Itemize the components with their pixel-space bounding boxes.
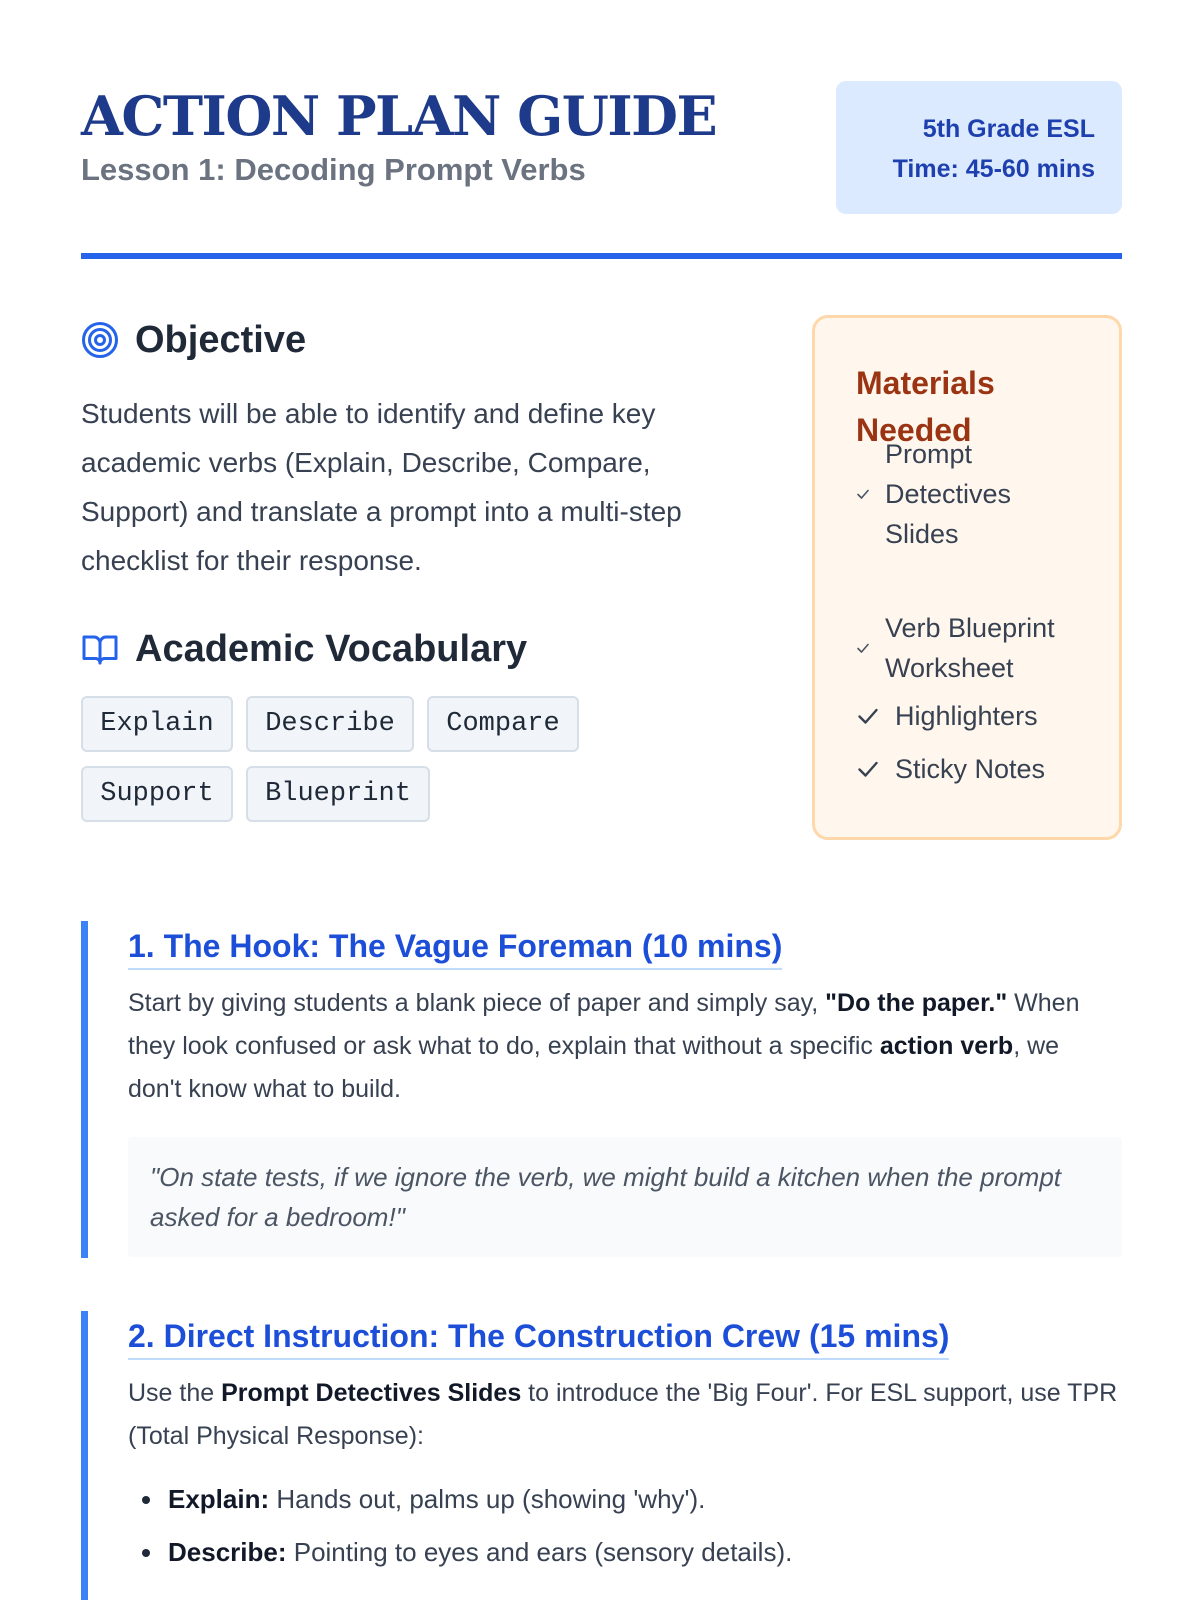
step-quote: "On state tests, if we ignore the verb, we might build a kitchen when the prompt asked for a bedroom!" — [128, 1137, 1122, 1257]
materials-item — [856, 749, 1045, 789]
step-text-part: When they look confused or ask what to do, explain that without a specific — [128, 989, 1080, 1060]
list-item-desc: Hands out, palms up (showing 'why'). — [269, 1484, 706, 1514]
list-item-term: Explain: — [168, 1484, 270, 1514]
header-divider — [81, 253, 1122, 259]
vocab-chip: Compare — [427, 696, 579, 752]
lesson-meta-box — [836, 81, 1122, 214]
list-item-term: Describe: — [168, 1537, 287, 1567]
step-text-bold: Prompt Detectives Slides — [221, 1379, 522, 1407]
vocab-chip: Explain — [81, 696, 233, 752]
step-title: 2. Direct Instruction: The Construction Crew (15 mins) — [128, 1316, 949, 1360]
materials-heading: Materials Needed — [856, 365, 995, 448]
step-text — [128, 982, 1118, 1111]
materials-item — [856, 608, 1085, 688]
book-open-icon — [81, 630, 119, 668]
check-icon — [856, 757, 880, 781]
list-item — [128, 1526, 1118, 1579]
grade-label: 5th Grade ESL — [922, 115, 1095, 143]
header — [81, 0, 1122, 260]
page-subtitle: Lesson 1: Decoding Prompt Verbs — [81, 152, 586, 187]
materials-item-text: Sticky Notes — [895, 754, 1046, 784]
vocabulary-heading-text: Academic Vocabulary — [135, 627, 528, 670]
step-text-part: Use the — [128, 1379, 222, 1407]
action-plan-page — [81, 0, 1122, 1567]
step-text-part: , we don't know what to build. — [128, 1032, 1060, 1103]
tpr-list — [128, 1473, 1118, 1579]
vocab-chip: Support — [81, 766, 233, 822]
check-icon — [856, 487, 870, 501]
target-icon — [81, 321, 119, 359]
step-title: 1. The Hook: The Vague Foreman (10 mins) — [128, 926, 782, 970]
materials-item-text: Prompt Detectives Slides — [885, 439, 1012, 549]
step-text — [128, 1372, 1118, 1458]
check-icon — [856, 704, 880, 728]
vocab-chip: Blueprint — [246, 766, 430, 822]
objective-text: Students will be able to identify and define key academic verbs (Explain, Describe, Compare, Support) and translate a prompt into a multi-step checklist for their response. — [81, 398, 682, 576]
vocabulary-heading — [81, 624, 527, 674]
materials-item-text: Highlighters — [895, 701, 1038, 731]
list-item — [128, 1473, 1118, 1526]
step-hook — [81, 921, 1122, 1258]
materials-item-text: Verb Blueprint Worksheet — [885, 613, 1055, 683]
materials-box — [812, 315, 1122, 840]
time-label: Time: 45-60 mins — [892, 155, 1095, 183]
vocab-chip: Describe — [246, 696, 414, 752]
check-icon — [856, 641, 870, 655]
step-text-bold: action verb — [879, 1032, 1014, 1060]
list-item-desc: Pointing to eyes and ears (sensory details). — [286, 1537, 793, 1567]
step-text-part: Start by giving students a blank piece of paper and simply say, — [128, 989, 826, 1017]
step-direct-instruction — [81, 1311, 1122, 1600]
step-text-bold: "Do the paper." — [825, 989, 1008, 1017]
objective-heading-text: Objective — [135, 318, 307, 361]
materials-item — [856, 434, 1045, 554]
objective-heading — [81, 316, 306, 364]
page-title: ACTION PLAN GUIDE — [81, 84, 717, 148]
materials-item — [856, 696, 1038, 736]
step-text-part: to introduce the 'Big Four'. For ESL support, use TPR (Total Physical Response): — [128, 1379, 1118, 1450]
